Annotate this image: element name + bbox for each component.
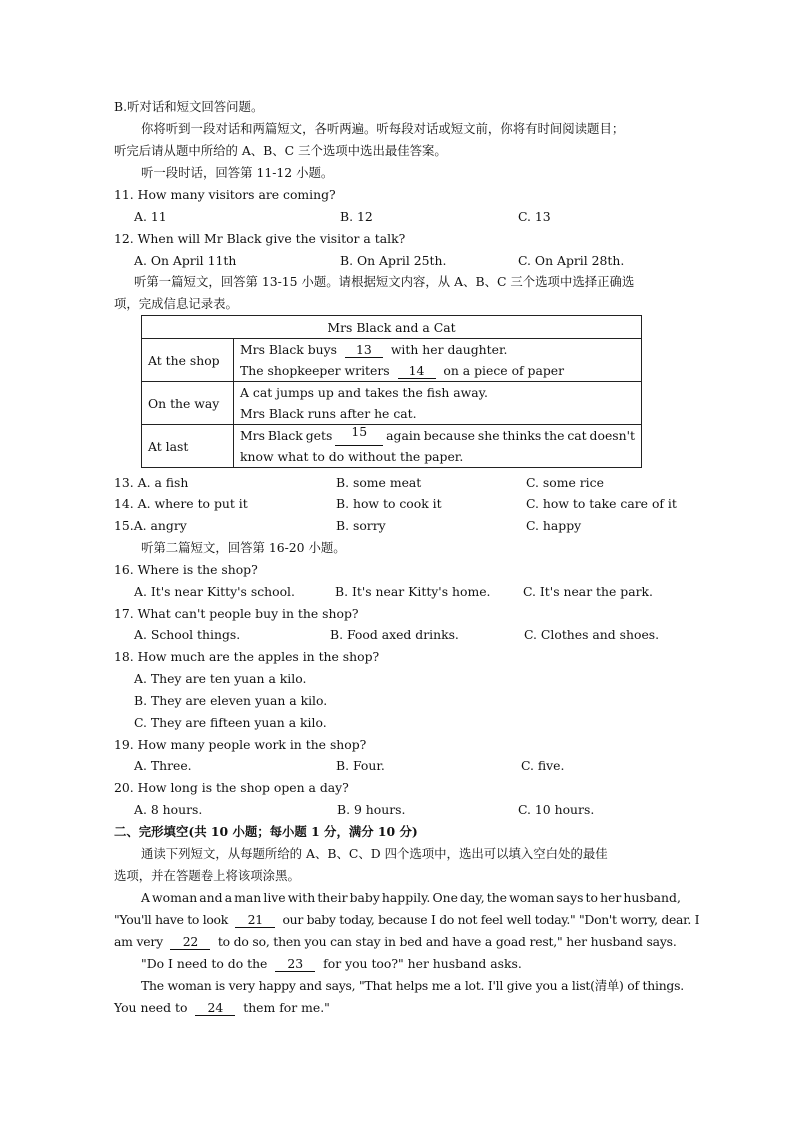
blank-14: 14: [398, 364, 436, 379]
word: One: [432, 890, 458, 905]
cloze-paragraph-3-line-1: The woman is very happy and says, "That helps me a lot. I'll give you a list(清单) of things.: [141, 978, 684, 993]
q13-option-b: B. some meat: [336, 475, 422, 490]
q15-option-a: 15.A. angry: [114, 518, 187, 533]
q12-stem: 12. When will Mr Black give the visitor a talk?: [114, 231, 406, 246]
text: for you too?" her husband asks.: [323, 956, 522, 971]
blank-22: 22: [170, 935, 210, 950]
word: a: [224, 890, 233, 905]
text: am very: [114, 934, 163, 949]
row-text: A cat jumps up and takes the fish away.: [240, 385, 488, 400]
word: man: [234, 890, 262, 905]
row-text: know what to do without the paper.: [240, 449, 464, 464]
section-b-instruction-1: 你将听到一段对话和两篇短文，各听两遍。听每段对话或短文前，你将有时间阅读题目；: [141, 121, 625, 136]
text: them for me.": [243, 1000, 330, 1015]
section2-heading: 二、完形填空(共 10 小题；每小题 1 分，满分 10 分): [114, 824, 418, 839]
row-word: cat: [567, 428, 587, 443]
q11-option-c: C. 13: [518, 209, 551, 224]
row-word: Mrs: [240, 428, 265, 443]
text: to do so, then you can stay in bed and have a goad rest," her husband says.: [217, 934, 677, 949]
q18-option-b: B. They are eleven yuan a kilo.: [134, 693, 328, 708]
row-text: The shopkeeper writers: [240, 363, 390, 378]
row-word: the: [544, 428, 565, 443]
row-word: gets: [305, 428, 333, 443]
q18-stem: 18. How much are the apples in the shop?: [114, 649, 380, 664]
word: husband,: [623, 890, 681, 905]
word: woman: [509, 890, 555, 905]
q16-option-b: B. It's near Kitty's home.: [335, 584, 491, 599]
word: and: [199, 890, 223, 905]
row-content: [234, 339, 642, 382]
row-text: Mrs Black buys: [240, 342, 338, 357]
row-word: because: [423, 428, 475, 443]
word: A: [141, 890, 150, 905]
section-b-heading: B.听对话和短文回答问题。: [114, 99, 264, 114]
q16-option-a: A. It's near Kitty's school.: [134, 584, 295, 599]
section2-instruction-1: 通读下列短文，从每题所给的 A、B、C、D 四个选项中，选出可以填入空白处的最佳: [141, 846, 608, 861]
table-row: [142, 382, 642, 425]
row-label: On the way: [142, 382, 234, 425]
q19-stem: 19. How many people work in the shop?: [114, 737, 367, 752]
q19-option-a: A. Three.: [134, 758, 192, 773]
row-text: on a piece of paper: [443, 363, 565, 378]
row-label: At last: [142, 425, 234, 468]
q16-option-c: C. It's near the park.: [523, 584, 653, 599]
text: our baby today, because I do not feel well today." "Don't worry, dear. I: [282, 912, 700, 927]
blank-21: 21: [235, 913, 275, 928]
q19-option-b: B. Four.: [336, 758, 385, 773]
cloze-paragraph-1-line-2: [114, 912, 699, 928]
q14-option-c: C. how to take care of it: [526, 496, 677, 511]
q17-option-c: C. Clothes and shoes.: [524, 627, 660, 642]
q14-option-b: B. how to cook it: [336, 496, 442, 511]
word: day,: [460, 890, 485, 905]
q15-option-c: C. happy: [526, 518, 582, 533]
table-row: [142, 339, 642, 382]
section-b-instruction-2: 听完后请从题中所给的 A、B、C 三个选项中选出最佳答案。: [114, 143, 447, 158]
q20-option-a: A. 8 hours.: [134, 802, 203, 817]
text: "You'll have to look: [114, 912, 228, 927]
q12-option-b: B. On April 25th.: [340, 253, 447, 268]
word: happily.: [381, 890, 431, 905]
text: "Do I need to do the: [141, 956, 268, 971]
q16-stem: 16. Where is the shop?: [114, 562, 258, 577]
section2-instruction-2: 选项，并在答题卷上将该项涂黑。: [114, 868, 300, 883]
blank-24: 24: [195, 1001, 235, 1016]
q13-option-a: 13. A. a fish: [114, 475, 189, 490]
cloze-paragraph-1-line-3: [114, 934, 677, 950]
word: baby: [349, 890, 380, 905]
word: says: [556, 890, 584, 905]
q11-stem: 11. How many visitors are coming?: [114, 187, 336, 202]
info-record-table: [141, 315, 642, 468]
q20-option-c: C. 10 hours.: [518, 802, 595, 817]
blank-23: 23: [275, 957, 315, 972]
table-title: Mrs Black and a Cat: [142, 316, 642, 339]
q14-option-a: 14. A. where to put it: [114, 496, 248, 511]
q17-stem: 17. What can't people buy in the shop?: [114, 606, 359, 621]
q17-option-a: A. School things.: [134, 627, 241, 642]
cloze-paragraph-1-line-1: [141, 890, 681, 906]
row-word: she: [477, 428, 500, 443]
cloze-paragraph-3-line-2: [114, 1000, 330, 1016]
word: woman: [152, 890, 198, 905]
dialog-instruction: 听一段时话，回答第 11-12 小题。: [141, 165, 334, 180]
row-content: [234, 425, 642, 468]
q20-stem: 20. How long is the shop open a day?: [114, 780, 349, 795]
q12-option-a: A. On April 11th: [134, 253, 237, 268]
word: to: [585, 890, 598, 905]
q12-option-c: C. On April 28th.: [518, 253, 625, 268]
q18-option-a: A. They are ten yuan a kilo.: [134, 671, 307, 686]
row-text: with her daughter.: [390, 342, 508, 357]
passage1-instruction-1: 听第一篇短文，回答第 13-15 小题。请根据短文内容，从 A、B、C 三个选项中选择正确选: [134, 274, 635, 289]
text: You need to: [114, 1000, 188, 1015]
word: live: [263, 890, 286, 905]
row-label: At the shop: [142, 339, 234, 382]
row-word: doesn't: [589, 428, 635, 443]
word: her: [600, 890, 622, 905]
row-word: again: [386, 428, 421, 443]
cloze-paragraph-2: [141, 956, 522, 972]
word: with: [287, 890, 316, 905]
row-word: Black: [267, 428, 303, 443]
table-row: [142, 425, 642, 468]
row-word: thinks: [502, 428, 542, 443]
passage1-instruction-2: 项，完成信息记录表。: [114, 296, 238, 311]
q13-option-c: C. some rice: [526, 475, 604, 490]
q19-option-c: C. five.: [521, 758, 565, 773]
word: the: [486, 890, 508, 905]
q11-option-a: A. 11: [134, 209, 167, 224]
blank-13: 13: [345, 343, 383, 358]
q18-option-c: C. They are fifteen yuan a kilo.: [134, 715, 327, 730]
word: their: [317, 890, 348, 905]
q11-option-b: B. 12: [340, 209, 373, 224]
passage2-instruction: 听第二篇短文，回答第 16-20 小题。: [141, 540, 346, 555]
row-content: [234, 382, 642, 425]
q20-option-b: B. 9 hours.: [337, 802, 406, 817]
blank-15: 15: [335, 425, 383, 446]
row-text: Mrs Black runs after he cat.: [240, 406, 417, 421]
q15-option-b: B. sorry: [336, 518, 386, 533]
q17-option-b: B. Food axed drinks.: [330, 627, 459, 642]
